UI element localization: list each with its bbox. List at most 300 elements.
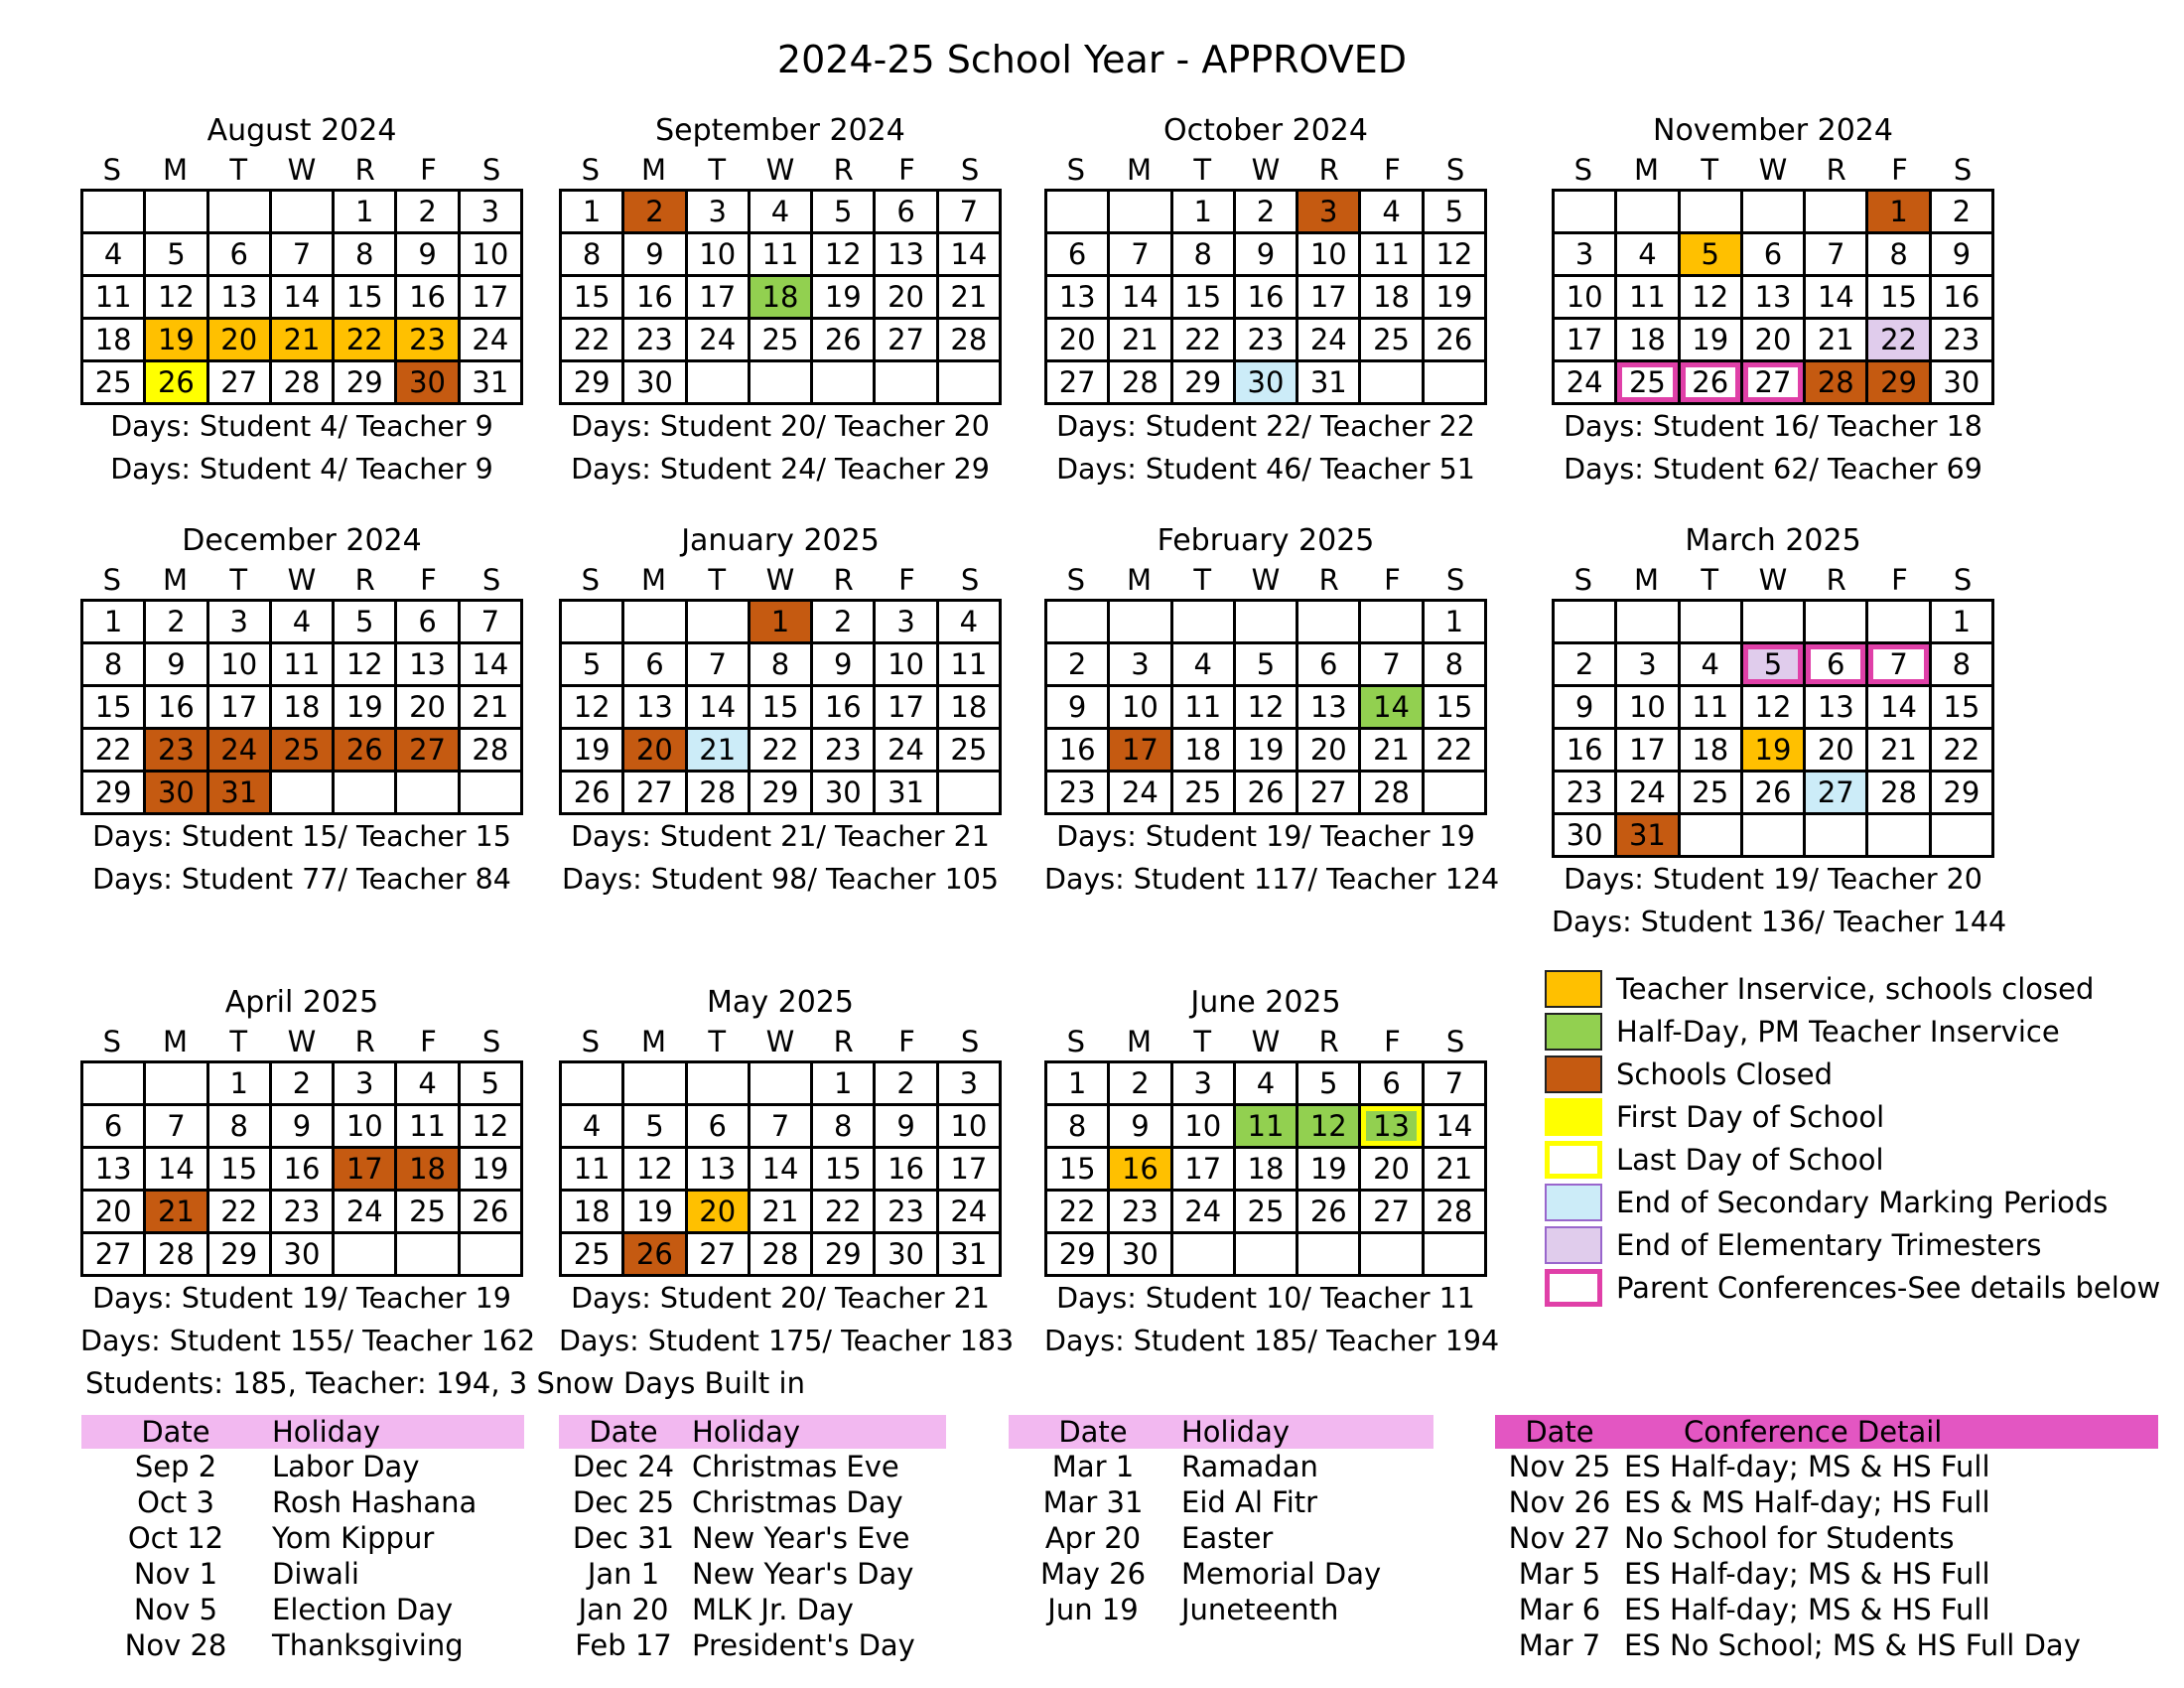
day-cell: 7 <box>688 644 751 687</box>
row-holiday: Ramadan <box>1181 1450 1318 1483</box>
day-cell: 10 <box>1617 687 1680 730</box>
month-grid <box>80 599 523 815</box>
row-holiday: Easter <box>1181 1521 1274 1555</box>
day-cell: 27 <box>1361 1192 1424 1234</box>
row-holiday: New Year's Day <box>692 1557 914 1591</box>
weekday-header: S <box>102 563 122 597</box>
day-cell: 18 <box>397 1149 460 1192</box>
empty-cell <box>624 602 687 644</box>
day-cell: 31 <box>1617 815 1680 858</box>
day-cell: 21 <box>1361 730 1424 773</box>
holiday-table <box>559 1415 946 1663</box>
weekday-header: M <box>1127 1025 1153 1058</box>
holiday-header: Holiday <box>692 1415 801 1449</box>
row-date: Nov 26 <box>1508 1485 1611 1519</box>
day-cell: 23 <box>272 1192 335 1234</box>
weekday-header: T <box>708 1025 727 1058</box>
day-cell: 27 <box>1298 773 1361 815</box>
day-cell: 17 <box>1298 277 1361 320</box>
day-cell: 8 <box>1173 234 1236 277</box>
day-cell: 3 <box>461 192 523 234</box>
day-cell: 20 <box>83 1192 146 1234</box>
row-date: Jan 1 <box>587 1557 660 1591</box>
day-cell: 18 <box>83 320 146 362</box>
day-cell: 30 <box>272 1234 335 1277</box>
day-cell: 13 <box>1743 277 1806 320</box>
day-cell: 16 <box>146 687 208 730</box>
day-cell: 13 <box>688 1149 751 1192</box>
weekday-header: M <box>163 153 189 187</box>
row-date: Oct 12 <box>127 1521 224 1555</box>
weekday-header: F <box>1384 563 1401 597</box>
row-holiday: Election Day <box>272 1593 454 1626</box>
row-date: Feb 17 <box>575 1628 672 1662</box>
day-cell: 22 <box>1047 1192 1110 1234</box>
day-cell: 21 <box>939 277 1002 320</box>
legend-label: End of Elementary Trimesters <box>1616 1227 2042 1262</box>
day-cell: 24 <box>1555 362 1617 405</box>
day-cell: 24 <box>1173 1192 1236 1234</box>
day-cell: 28 <box>1361 773 1424 815</box>
day-cell: 26 <box>1425 320 1487 362</box>
days-count: Days: Student 20/ Teacher 20 <box>571 410 990 443</box>
day-cell: 24 <box>461 320 523 362</box>
day-cell: 6 <box>1743 234 1806 277</box>
day-cell: 19 <box>146 320 208 362</box>
month-name: August 2024 <box>206 113 397 148</box>
day-cell: 12 <box>624 1149 687 1192</box>
day-cell: 19 <box>813 277 876 320</box>
month-grid <box>1552 189 1994 405</box>
day-cell: 17 <box>939 1149 1002 1192</box>
day-cell: 6 <box>1806 644 1868 687</box>
empty-cell <box>876 362 938 405</box>
day-cell: 16 <box>272 1149 335 1192</box>
days-count: Days: Student 19/ Teacher 20 <box>1564 863 1982 896</box>
month-calendar <box>1044 111 1487 491</box>
weekday-header: S <box>960 563 980 597</box>
legend <box>1545 967 2180 1309</box>
day-cell: 5 <box>461 1063 523 1106</box>
day-cell: 26 <box>335 730 397 773</box>
weekday-header: S <box>102 153 122 187</box>
day-cell: 14 <box>146 1149 208 1192</box>
weekday-header: M <box>1127 153 1153 187</box>
empty-cell <box>688 1063 751 1106</box>
day-cell: 16 <box>397 277 460 320</box>
month-grid <box>1044 1060 1487 1277</box>
legend-item <box>1545 1223 2180 1266</box>
day-cell: 28 <box>939 320 1002 362</box>
weekday-header-row <box>1552 561 1994 599</box>
day-cell: 28 <box>1110 362 1172 405</box>
day-cell: 8 <box>83 644 146 687</box>
table-row <box>1495 1556 2158 1592</box>
weekday-header: F <box>898 1025 915 1058</box>
empty-cell <box>272 192 335 234</box>
day-cell: 18 <box>1361 277 1424 320</box>
weekday-header: T <box>229 563 248 597</box>
day-cell: 12 <box>461 1106 523 1149</box>
day-cell: 13 <box>83 1149 146 1192</box>
days-count: Days: Student 4/ Teacher 9 <box>110 410 493 443</box>
day-cell: 20 <box>1047 320 1110 362</box>
day-cell: 23 <box>146 730 208 773</box>
table-row <box>81 1484 524 1520</box>
weekday-header: W <box>287 153 317 187</box>
table-row <box>559 1520 946 1556</box>
empty-cell <box>1806 192 1868 234</box>
day-cell: 3 <box>209 602 272 644</box>
day-cell: 31 <box>209 773 272 815</box>
table-row <box>81 1592 524 1627</box>
day-cell: 20 <box>624 730 687 773</box>
day-cell: 9 <box>1236 234 1298 277</box>
day-cell: 31 <box>1298 362 1361 405</box>
row-detail: ES No School; MS & HS Full Day <box>1624 1628 2081 1662</box>
day-cell: 18 <box>1681 730 1743 773</box>
table-header <box>81 1415 524 1449</box>
days-count: Days: Student 46/ Teacher 51 <box>1056 453 1475 486</box>
day-cell: 9 <box>1932 234 1994 277</box>
day-cell: 10 <box>1173 1106 1236 1149</box>
day-cell: 8 <box>562 234 624 277</box>
day-cell: 15 <box>1425 687 1487 730</box>
empty-cell <box>83 1063 146 1106</box>
day-cell: 14 <box>939 234 1002 277</box>
row-holiday: MLK Jr. Day <box>692 1593 854 1626</box>
day-cell: 2 <box>1236 192 1298 234</box>
month-grid <box>1044 189 1487 405</box>
weekday-header: S <box>1066 563 1086 597</box>
day-cell: 9 <box>1555 687 1617 730</box>
day-cell: 6 <box>624 644 687 687</box>
day-cell: 8 <box>1425 644 1487 687</box>
weekday-header: M <box>1634 563 1660 597</box>
empty-cell <box>1173 1234 1236 1277</box>
day-cell: 29 <box>83 773 146 815</box>
day-cell: 26 <box>624 1234 687 1277</box>
empty-cell <box>1806 815 1868 858</box>
empty-cell <box>1868 815 1931 858</box>
day-cell: 29 <box>335 362 397 405</box>
day-cell: 2 <box>272 1063 335 1106</box>
day-cell: 7 <box>146 1106 208 1149</box>
days-count: Days: Student 77/ Teacher 84 <box>92 863 511 896</box>
day-cell: 21 <box>146 1192 208 1234</box>
day-cell: 17 <box>1173 1149 1236 1192</box>
day-cell: 8 <box>751 644 813 687</box>
empty-cell <box>335 773 397 815</box>
holiday-table <box>81 1415 524 1663</box>
day-cell: 26 <box>461 1192 523 1234</box>
day-cell: 15 <box>1932 687 1994 730</box>
legend-item <box>1545 1266 2180 1309</box>
day-cell: 31 <box>876 773 938 815</box>
weekday-header: R <box>354 153 375 187</box>
empty-cell <box>83 192 146 234</box>
day-cell: 11 <box>397 1106 460 1149</box>
weekday-header: S <box>1953 563 1973 597</box>
day-cell: 14 <box>688 687 751 730</box>
day-cell: 20 <box>688 1192 751 1234</box>
row-date: Nov 5 <box>133 1593 218 1626</box>
day-cell: 21 <box>1806 320 1868 362</box>
table-header <box>1009 1415 1433 1449</box>
weekday-header: W <box>765 563 795 597</box>
empty-cell <box>1681 192 1743 234</box>
day-cell: 1 <box>209 1063 272 1106</box>
day-cell: 14 <box>751 1149 813 1192</box>
row-date: Apr 20 <box>1044 1521 1142 1555</box>
day-cell: 30 <box>1110 1234 1172 1277</box>
legend-label: Last Day of School <box>1616 1142 1884 1177</box>
day-cell: 24 <box>209 730 272 773</box>
day-cell: 3 <box>1173 1063 1236 1106</box>
empty-cell <box>1173 602 1236 644</box>
weekday-header-row <box>559 561 1002 599</box>
day-cell: 12 <box>813 234 876 277</box>
day-cell: 4 <box>1361 192 1424 234</box>
day-cell: 2 <box>1047 644 1110 687</box>
day-cell: 9 <box>813 644 876 687</box>
day-cell: 30 <box>1236 362 1298 405</box>
day-cell: 19 <box>461 1149 523 1192</box>
weekday-header: W <box>1758 563 1788 597</box>
day-cell: 4 <box>562 1106 624 1149</box>
day-cell: 29 <box>751 773 813 815</box>
month-name: September 2024 <box>655 113 905 148</box>
day-cell: 11 <box>83 277 146 320</box>
weekday-header: S <box>960 1025 980 1058</box>
day-cell: 1 <box>1425 602 1487 644</box>
weekday-header: T <box>1193 1025 1212 1058</box>
day-cell: 16 <box>1047 730 1110 773</box>
weekday-header: T <box>1701 563 1719 597</box>
weekday-header: F <box>898 153 915 187</box>
month-grid <box>559 1060 1002 1277</box>
empty-cell <box>1681 815 1743 858</box>
day-cell: 8 <box>1868 234 1931 277</box>
day-cell: 7 <box>272 234 335 277</box>
empty-cell <box>1617 602 1680 644</box>
day-cell: 9 <box>397 234 460 277</box>
day-cell: 16 <box>1110 1149 1172 1192</box>
day-cell: 11 <box>1681 687 1743 730</box>
day-cell: 11 <box>1617 277 1680 320</box>
day-cell: 2 <box>1555 644 1617 687</box>
day-cell: 25 <box>397 1192 460 1234</box>
row-date: Dec 24 <box>572 1450 675 1483</box>
month-calendar <box>559 983 1015 1362</box>
days-count: Days: Student 62/ Teacher 69 <box>1564 453 1982 486</box>
day-cell: 27 <box>83 1234 146 1277</box>
day-cell: 4 <box>1173 644 1236 687</box>
month-name: January 2025 <box>681 523 880 558</box>
day-cell: 10 <box>1110 687 1172 730</box>
day-cell: 27 <box>397 730 460 773</box>
day-cell: 12 <box>562 687 624 730</box>
weekday-header-row <box>1044 151 1487 189</box>
day-cell: 10 <box>209 644 272 687</box>
day-cell: 1 <box>1932 602 1994 644</box>
day-cell: 30 <box>876 1234 938 1277</box>
day-cell: 29 <box>813 1234 876 1277</box>
empty-cell <box>1298 1234 1361 1277</box>
weekday-header: T <box>1193 563 1212 597</box>
day-cell: 2 <box>1110 1063 1172 1106</box>
row-date: Nov 25 <box>1508 1450 1611 1483</box>
day-cell: 1 <box>1868 192 1931 234</box>
row-detail: ES & MS Half-day; HS Full <box>1624 1485 1990 1519</box>
day-cell: 1 <box>335 192 397 234</box>
day-cell: 11 <box>272 644 335 687</box>
day-cell: 29 <box>1932 773 1994 815</box>
weekday-header-row <box>80 1023 523 1060</box>
day-cell: 7 <box>939 192 1002 234</box>
row-holiday: Juneteenth <box>1181 1593 1339 1626</box>
day-cell: 14 <box>272 277 335 320</box>
day-cell: 13 <box>1361 1106 1424 1149</box>
days-count: Days: Student 22/ Teacher 22 <box>1056 410 1475 443</box>
day-cell: 27 <box>624 773 687 815</box>
month-calendar <box>559 521 1002 901</box>
table-row <box>559 1484 946 1520</box>
month-name: November 2024 <box>1653 113 1893 148</box>
weekday-header: M <box>1634 153 1660 187</box>
day-cell: 4 <box>397 1063 460 1106</box>
day-cell: 21 <box>1110 320 1172 362</box>
row-holiday: Diwali <box>272 1557 359 1591</box>
day-cell: 28 <box>1868 773 1931 815</box>
day-cell: 10 <box>939 1106 1002 1149</box>
day-cell: 9 <box>1047 687 1110 730</box>
weekday-header: R <box>354 563 375 597</box>
legend-swatch <box>1545 970 1602 1008</box>
day-cell: 28 <box>1425 1192 1487 1234</box>
day-cell: 9 <box>876 1106 938 1149</box>
day-cell: 7 <box>751 1106 813 1149</box>
day-cell: 17 <box>1617 730 1680 773</box>
empty-cell <box>146 192 208 234</box>
day-cell: 30 <box>397 362 460 405</box>
weekday-header: S <box>1445 563 1465 597</box>
weekday-header: S <box>481 1025 501 1058</box>
row-holiday: President's Day <box>692 1628 915 1662</box>
month-name: December 2024 <box>182 523 422 558</box>
day-cell: 16 <box>813 687 876 730</box>
weekday-header-row <box>1552 151 1994 189</box>
day-cell: 30 <box>146 773 208 815</box>
day-cell: 15 <box>813 1149 876 1192</box>
weekday-header: S <box>1573 153 1593 187</box>
month-calendar <box>1552 521 2007 943</box>
day-cell: 19 <box>562 730 624 773</box>
day-cell: 3 <box>1617 644 1680 687</box>
legend-swatch <box>1545 1226 1602 1264</box>
day-cell: 7 <box>1425 1063 1487 1106</box>
weekday-header: S <box>102 1025 122 1058</box>
day-cell: 27 <box>209 362 272 405</box>
day-cell: 7 <box>461 602 523 644</box>
day-cell: 30 <box>813 773 876 815</box>
day-cell: 12 <box>1681 277 1743 320</box>
day-cell: 26 <box>1236 773 1298 815</box>
day-cell: 16 <box>1555 730 1617 773</box>
weekday-header: T <box>229 153 248 187</box>
days-count: Days: Student 21/ Teacher 21 <box>571 820 990 853</box>
day-cell: 29 <box>1868 362 1931 405</box>
table-row <box>559 1556 946 1592</box>
day-cell: 24 <box>1617 773 1680 815</box>
date-header: Date <box>589 1415 658 1449</box>
day-cell: 19 <box>1298 1149 1361 1192</box>
day-cell: 30 <box>624 362 687 405</box>
day-cell: 6 <box>83 1106 146 1149</box>
weekday-header: R <box>1318 1025 1339 1058</box>
weekday-header: S <box>1066 1025 1086 1058</box>
day-cell: 6 <box>1047 234 1110 277</box>
table-row <box>81 1520 524 1556</box>
month-calendar <box>1552 111 1994 491</box>
empty-cell <box>1425 1234 1487 1277</box>
weekday-header: F <box>1891 153 1908 187</box>
day-cell: 18 <box>562 1192 624 1234</box>
row-date: Mar 5 <box>1518 1557 1601 1591</box>
month-grid <box>559 599 1002 815</box>
day-cell: 31 <box>461 362 523 405</box>
row-date: Oct 3 <box>137 1485 214 1519</box>
legend-swatch <box>1545 1013 1602 1051</box>
row-date: Jun 19 <box>1047 1593 1139 1626</box>
day-cell: 5 <box>1425 192 1487 234</box>
date-header: Date <box>1058 1415 1128 1449</box>
holiday-table <box>1009 1415 1433 1627</box>
day-cell: 3 <box>1555 234 1617 277</box>
month-name: June 2025 <box>1190 985 1341 1020</box>
day-cell: 22 <box>83 730 146 773</box>
weekday-header: S <box>581 563 601 597</box>
row-holiday: Thanksgiving <box>272 1628 464 1662</box>
empty-cell <box>1743 192 1806 234</box>
day-cell: 17 <box>688 277 751 320</box>
day-cell: 5 <box>335 602 397 644</box>
day-cell: 26 <box>1681 362 1743 405</box>
day-cell: 14 <box>1110 277 1172 320</box>
day-cell: 26 <box>1298 1192 1361 1234</box>
day-cell: 21 <box>1425 1149 1487 1192</box>
day-cell: 8 <box>1047 1106 1110 1149</box>
day-cell: 10 <box>335 1106 397 1149</box>
days-count: Days: Student 10/ Teacher 11 <box>1056 1282 1475 1315</box>
table-row <box>1495 1449 2158 1484</box>
weekday-header: S <box>481 153 501 187</box>
empty-cell <box>1047 602 1110 644</box>
day-cell: 10 <box>876 644 938 687</box>
day-cell: 17 <box>461 277 523 320</box>
empty-cell <box>146 1063 208 1106</box>
row-date: Mar 7 <box>1518 1628 1601 1662</box>
month-grid <box>559 189 1002 405</box>
weekday-header: S <box>581 153 601 187</box>
empty-cell <box>209 192 272 234</box>
empty-cell <box>1868 602 1931 644</box>
empty-cell <box>1555 602 1617 644</box>
table-row <box>81 1556 524 1592</box>
weekday-header: M <box>1127 563 1153 597</box>
day-cell: 24 <box>939 1192 1002 1234</box>
day-cell: 4 <box>939 602 1002 644</box>
